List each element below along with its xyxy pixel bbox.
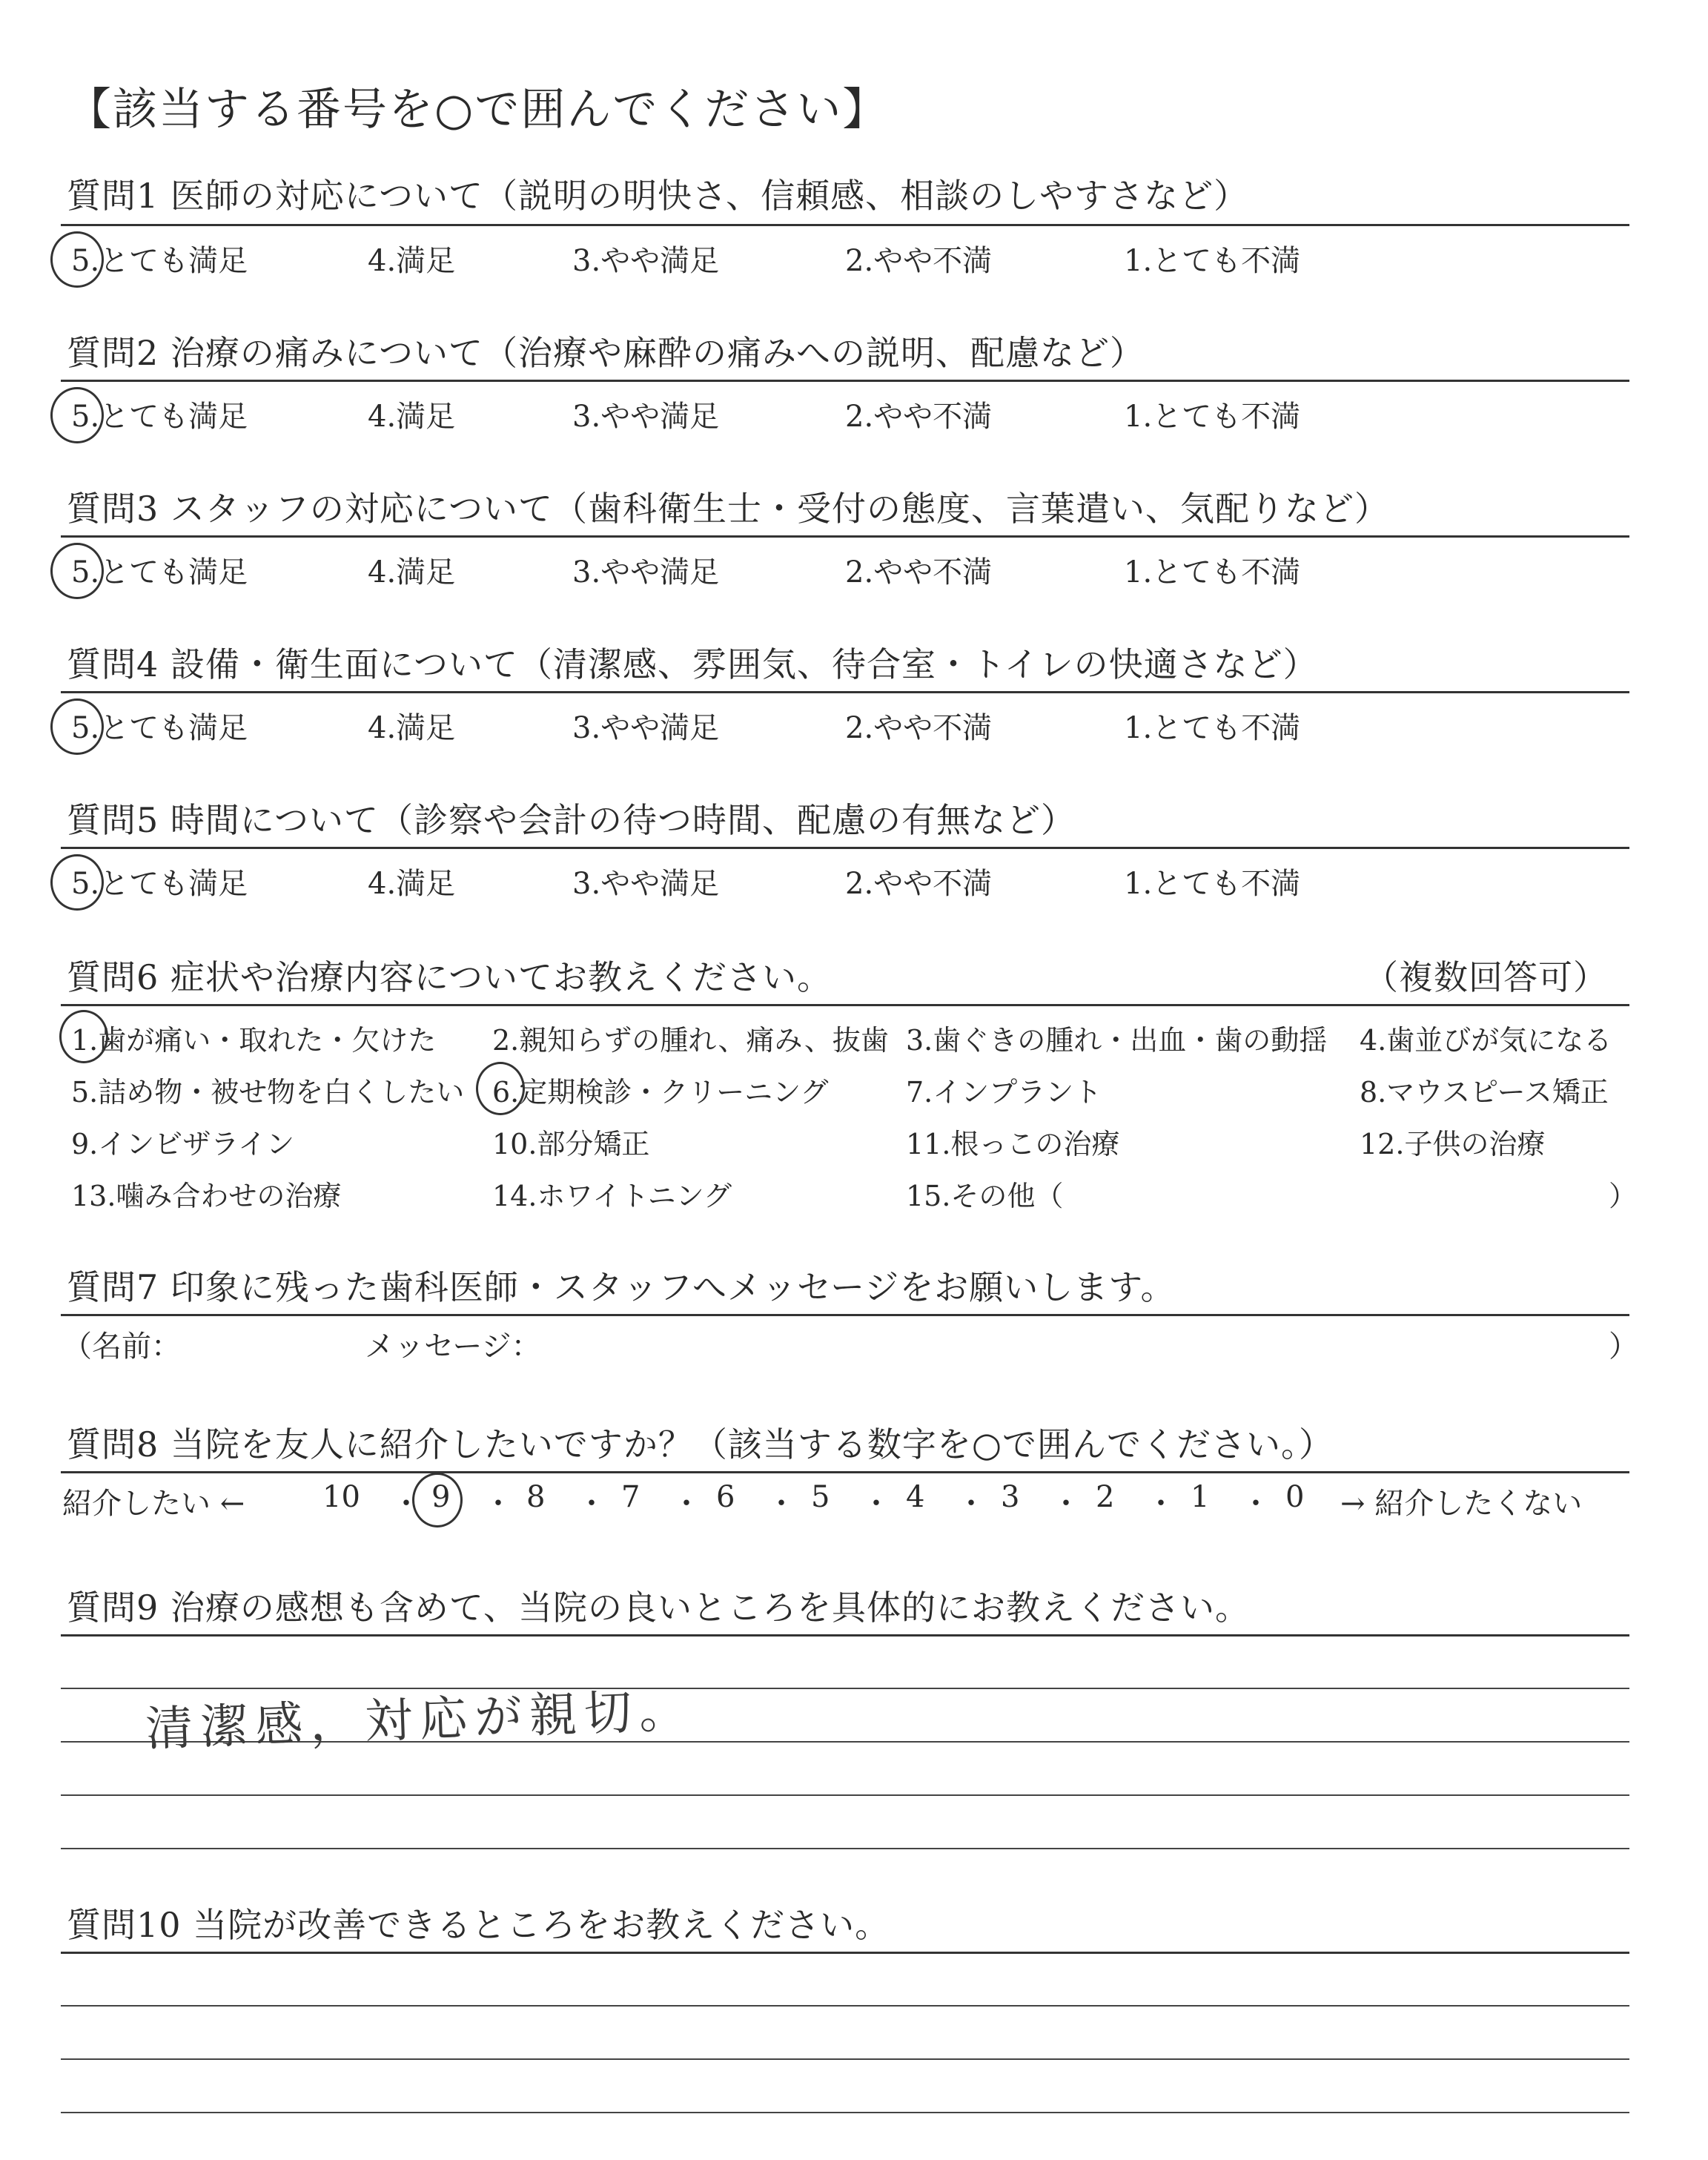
q3-option-4[interactable]: 4.満足 <box>368 555 456 589</box>
q2-option-2[interactable]: 2.やや不満 <box>845 400 993 434</box>
q6-option-3[interactable]: 3.歯ぐきの腫れ・出血・歯の動揺 <box>906 1024 1328 1057</box>
q8-scale-10[interactable]: 10 <box>322 1480 360 1514</box>
q8-scale-dot: ・ <box>767 1487 796 1521</box>
q8-scale-dot: ・ <box>1051 1487 1081 1521</box>
q1-option-3[interactable]: 3.やや満足 <box>572 244 720 278</box>
q8-scale-dot: ・ <box>861 1487 891 1521</box>
q7-message-label[interactable]: メッセージ： <box>365 1330 541 1364</box>
q8-scale-3[interactable]: 3 <box>1001 1480 1020 1514</box>
q3-selection-circle <box>50 543 104 599</box>
form-header: 【該当する番号を○で囲んでください】 <box>67 84 889 136</box>
q9-handwritten-answer[interactable]: 清潔感，対応が親切。 <box>145 1683 695 1757</box>
q5-selection-circle <box>50 854 104 911</box>
q8-scale-1[interactable]: 1 <box>1191 1480 1210 1514</box>
q1-option-2[interactable]: 2.やや不満 <box>845 244 993 278</box>
question-9-title: 質問9 治療の感想も含めて、当院の良いところを具体的にお教えください。 <box>67 1588 1250 1628</box>
q6-option-12[interactable]: 12.子供の治療 <box>1360 1128 1546 1160</box>
q3-option-5[interactable]: 5.とても満足 <box>71 555 248 589</box>
q1-option-1[interactable]: 1.とても不満 <box>1124 244 1301 278</box>
q9-answer-line <box>61 1794 1629 1796</box>
q8-scale-0[interactable]: 0 <box>1285 1480 1305 1514</box>
q3-option-3[interactable]: 3.やや満足 <box>572 555 720 589</box>
q8-selection-circle <box>412 1473 463 1527</box>
question-4-rule <box>61 691 1629 693</box>
q1-option-5[interactable]: 5.とても満足 <box>71 244 248 278</box>
q6-option-14[interactable]: 14.ホワイトニング <box>492 1180 732 1212</box>
q8-scale-dot: ・ <box>577 1487 606 1521</box>
q4-option-4[interactable]: 4.満足 <box>368 711 456 745</box>
q6-option-1[interactable]: 1.歯が痛い・取れた・欠けた <box>71 1024 437 1057</box>
question-10-title: 質問10 当院が改善できるところをお教えください。 <box>67 1905 890 1945</box>
q5-option-3[interactable]: 3.やや満足 <box>572 867 720 901</box>
q3-option-2[interactable]: 2.やや不満 <box>845 555 993 589</box>
question-10-rule <box>61 1952 1629 1954</box>
q6-option-15-close: ） <box>1609 1180 1638 1212</box>
q8-scale-left-label: 紹介したい ← <box>62 1487 245 1521</box>
q6-option-6[interactable]: 6.定期検診・クリーニング <box>492 1076 829 1109</box>
q5-option-2[interactable]: 2.やや不満 <box>845 867 993 901</box>
q8-scale-4[interactable]: 4 <box>906 1480 925 1514</box>
q10-answer-line <box>61 2005 1629 2007</box>
q2-selection-circle <box>50 387 104 443</box>
question-6-note: （複数回答可） <box>1364 957 1608 997</box>
q6-option-13[interactable]: 13.噛み合わせの治療 <box>71 1180 342 1212</box>
question-9-rule <box>61 1634 1629 1636</box>
question-1-title: 質問1 医師の対応について（説明の明快さ、信頼感、相談のしやすさなど） <box>67 176 1249 216</box>
question-7-rule <box>61 1314 1629 1316</box>
q8-scale-5[interactable]: 5 <box>811 1480 830 1514</box>
question-5-rule <box>61 847 1629 849</box>
question-8-rule <box>61 1471 1629 1473</box>
q2-option-4[interactable]: 4.満足 <box>368 400 456 434</box>
q8-scale-7[interactable]: 7 <box>621 1480 640 1514</box>
q4-option-3[interactable]: 3.やや満足 <box>572 711 720 745</box>
q5-option-4[interactable]: 4.満足 <box>368 867 456 901</box>
q4-option-2[interactable]: 2.やや不満 <box>845 711 993 745</box>
q2-option-1[interactable]: 1.とても不満 <box>1124 400 1301 434</box>
q6-option-2[interactable]: 2.親知らずの腫れ、痛み、抜歯 <box>492 1024 889 1057</box>
q6-option-9[interactable]: 9.インビザライン <box>71 1128 295 1160</box>
q8-scale-dot: ・ <box>1146 1487 1176 1521</box>
question-3-title: 質問3 スタッフの対応について（歯科衛生士・受付の態度、言葉遣い、気配りなど） <box>67 489 1389 529</box>
q8-scale-dot: ・ <box>391 1487 421 1521</box>
question-6-title: 質問6 症状や治療内容についてお教えください。 <box>67 957 832 997</box>
question-6-rule <box>61 1004 1629 1006</box>
q3-option-1[interactable]: 1.とても不満 <box>1124 555 1301 589</box>
q6-option-15[interactable]: 15.その他（ <box>906 1180 1064 1212</box>
question-7-title: 質問7 印象に残った歯科医師・スタッフへメッセージをお願いします。 <box>67 1267 1176 1307</box>
q8-scale-dot: ・ <box>956 1487 986 1521</box>
question-5-title: 質問5 時間について（診察や会計の待つ時間、配慮の有無など） <box>67 800 1076 840</box>
q9-answer-line <box>61 1848 1629 1849</box>
q6-selection-circle-1 <box>59 1010 108 1063</box>
question-3-rule <box>61 535 1629 538</box>
q8-scale-dot: ・ <box>672 1487 701 1521</box>
q8-scale-9[interactable]: 9 <box>431 1480 451 1514</box>
question-4-title: 質問4 設備・衛生面について（清潔感、雰囲気、待合室・トイレの快適さなど） <box>67 644 1318 684</box>
q10-answer-line <box>61 2112 1629 2113</box>
q4-selection-circle <box>50 698 104 755</box>
q1-selection-circle <box>50 231 104 288</box>
q6-option-10[interactable]: 10.部分矯正 <box>492 1128 650 1160</box>
q8-scale-6[interactable]: 6 <box>716 1480 735 1514</box>
question-2-rule <box>61 380 1629 382</box>
q8-scale-2[interactable]: 2 <box>1096 1480 1115 1514</box>
q6-option-4[interactable]: 4.歯並びが気になる <box>1360 1024 1612 1057</box>
q6-option-8[interactable]: 8.マウスピース矯正 <box>1360 1076 1609 1109</box>
q8-scale-8[interactable]: 8 <box>526 1480 546 1514</box>
q8-scale-right-label: → 紹介したくない <box>1340 1487 1583 1521</box>
q5-option-1[interactable]: 1.とても不満 <box>1124 867 1301 901</box>
q6-option-11[interactable]: 11.根っこの治療 <box>906 1128 1120 1160</box>
q4-option-5[interactable]: 5.とても満足 <box>71 711 248 745</box>
q2-option-3[interactable]: 3.やや満足 <box>572 400 720 434</box>
q7-name-label: （名前： <box>62 1330 181 1364</box>
q8-scale-dot: ・ <box>483 1487 513 1521</box>
question-1-rule <box>61 224 1629 226</box>
q2-option-5[interactable]: 5.とても満足 <box>71 400 248 434</box>
q4-option-1[interactable]: 1.とても不満 <box>1124 711 1301 745</box>
q7-close-paren: ） <box>1609 1330 1638 1364</box>
question-2-title: 質問2 治療の痛みについて（治療や麻酔の痛みへの説明、配慮など） <box>67 333 1145 373</box>
q5-option-5[interactable]: 5.とても満足 <box>71 867 248 901</box>
q6-option-7[interactable]: 7.インプラント <box>906 1076 1102 1109</box>
q10-answer-line <box>61 2058 1629 2060</box>
question-8-title: 質問8 当院を友人に紹介したいですか？（該当する数字を○で囲んでください。） <box>67 1424 1334 1464</box>
q1-option-4[interactable]: 4.満足 <box>368 244 456 278</box>
q8-scale-dot: ・ <box>1241 1487 1271 1521</box>
q6-selection-circle-6 <box>476 1062 525 1115</box>
q6-option-5[interactable]: 5.詰め物・被せ物を白くしたい <box>71 1076 465 1109</box>
